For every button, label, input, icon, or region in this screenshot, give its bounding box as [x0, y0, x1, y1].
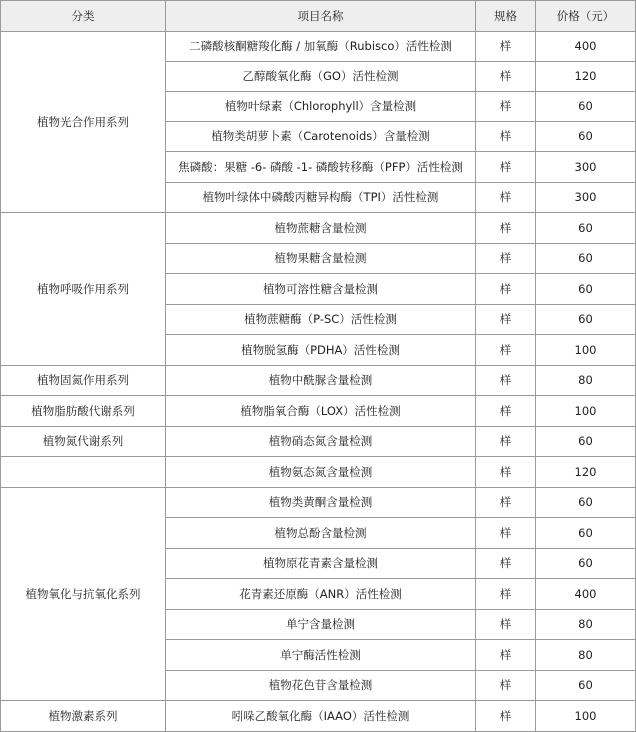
item-name: 吲哚乙酸氧化酶（IAAO）活性检测: [166, 701, 476, 732]
item-spec: 样: [476, 122, 536, 152]
table-row: [1, 366, 636, 396]
item-price: 60: [536, 671, 636, 701]
item-price: 60: [536, 427, 636, 457]
item-price: 60: [536, 518, 636, 549]
item-spec: 样: [476, 549, 536, 579]
item-spec: 样: [476, 701, 536, 732]
item-name: 单宁含量检测: [166, 610, 476, 640]
table-row: [1, 488, 636, 518]
item-price: 300: [536, 183, 636, 213]
header-row: [1, 1, 636, 32]
item-spec: 样: [476, 92, 536, 122]
category-cell: 植物氧化与抗氧化系列: [1, 488, 166, 701]
item-name: 植物类黄酮含量检测: [166, 488, 476, 518]
category-cell: 植物固氮作用系列: [1, 366, 166, 396]
item-price: 60: [536, 549, 636, 579]
item-price: 100: [536, 701, 636, 732]
item-spec: 样: [476, 244, 536, 274]
table-row: [1, 701, 636, 732]
item-spec: 样: [476, 183, 536, 213]
item-name: 植物脂氧合酶（LOX）活性检测: [166, 396, 476, 427]
item-spec: 样: [476, 396, 536, 427]
category-cell: 植物光合作用系列: [1, 32, 166, 213]
category-cell: 植物呼吸作用系列: [1, 213, 166, 366]
item-spec: 样: [476, 335, 536, 366]
item-spec: 样: [476, 640, 536, 671]
item-spec: 样: [476, 579, 536, 610]
item-spec: 样: [476, 671, 536, 701]
item-name: 植物花色苷含量检测: [166, 671, 476, 701]
table-row: [1, 457, 636, 488]
item-price: 100: [536, 396, 636, 427]
header-price: 价格（元）: [536, 1, 636, 32]
item-spec: 样: [476, 274, 536, 305]
header-item-name: 项目名称: [166, 1, 476, 32]
item-price: 60: [536, 274, 636, 305]
category-cell: 植物脂肪酸代谢系列: [1, 396, 166, 427]
header-spec: 规格: [476, 1, 536, 32]
item-spec: 样: [476, 488, 536, 518]
item-price: 400: [536, 32, 636, 62]
item-price: 80: [536, 610, 636, 640]
item-name: 植物叶绿素（Chlorophyll）含量检测: [166, 92, 476, 122]
item-price: 60: [536, 244, 636, 274]
item-name: 植物总酚含量检测: [166, 518, 476, 549]
item-price: 60: [536, 213, 636, 244]
item-price: 80: [536, 640, 636, 671]
item-name: 植物中酰脲含量检测: [166, 366, 476, 396]
item-name: 乙醇酸氧化酶（GO）活性检测: [166, 62, 476, 92]
item-price: 60: [536, 122, 636, 152]
item-name: 植物叶绿体中磷酸丙糖异构酶（TPI）活性检测: [166, 183, 476, 213]
item-price: 120: [536, 457, 636, 488]
item-name: 花青素还原酶（ANR）活性检测: [166, 579, 476, 610]
item-name: 植物蔗糖酶（P-SC）活性检测: [166, 305, 476, 335]
item-price: 100: [536, 335, 636, 366]
item-price: 300: [536, 152, 636, 183]
item-spec: 样: [476, 457, 536, 488]
item-spec: 样: [476, 305, 536, 335]
header-category: 分类: [1, 1, 166, 32]
item-price: 60: [536, 488, 636, 518]
table-row: [1, 396, 636, 427]
item-name: 焦磷酸：果糖 -6- 磷酸 -1- 磷酸转移酶（PFP）活性检测: [166, 152, 476, 183]
item-name: 植物硝态氮含量检测: [166, 427, 476, 457]
item-spec: 样: [476, 62, 536, 92]
item-price: 120: [536, 62, 636, 92]
item-spec: 样: [476, 32, 536, 62]
category-cell: 植物氮代谢系列: [1, 427, 166, 457]
item-spec: 样: [476, 366, 536, 396]
item-name: 植物氨态氮含量检测: [166, 457, 476, 488]
item-spec: 样: [476, 213, 536, 244]
category-cell: 植物激素系列: [1, 701, 166, 732]
item-name: 植物果糖含量检测: [166, 244, 476, 274]
table-row: [1, 427, 636, 457]
item-name: 植物原花青素含量检测: [166, 549, 476, 579]
table-row: [1, 213, 636, 244]
item-price: 60: [536, 305, 636, 335]
item-spec: 样: [476, 427, 536, 457]
item-spec: 样: [476, 518, 536, 549]
item-name: 植物脱氢酶（PDHA）活性检测: [166, 335, 476, 366]
item-name: 植物类胡萝卜素（Carotenoids）含量检测: [166, 122, 476, 152]
item-name: 植物可溶性糖含量检测: [166, 274, 476, 305]
category-cell: [1, 457, 166, 488]
item-price: 80: [536, 366, 636, 396]
item-price: 60: [536, 92, 636, 122]
item-name: 单宁酶活性检测: [166, 640, 476, 671]
item-name: 二磷酸核酮糖羧化酶 / 加氧酶（Rubisco）活性检测: [166, 32, 476, 62]
item-price: 400: [536, 579, 636, 610]
table-row: [1, 32, 636, 62]
item-name: 植物蔗糖含量检测: [166, 213, 476, 244]
item-spec: 样: [476, 610, 536, 640]
item-spec: 样: [476, 152, 536, 183]
